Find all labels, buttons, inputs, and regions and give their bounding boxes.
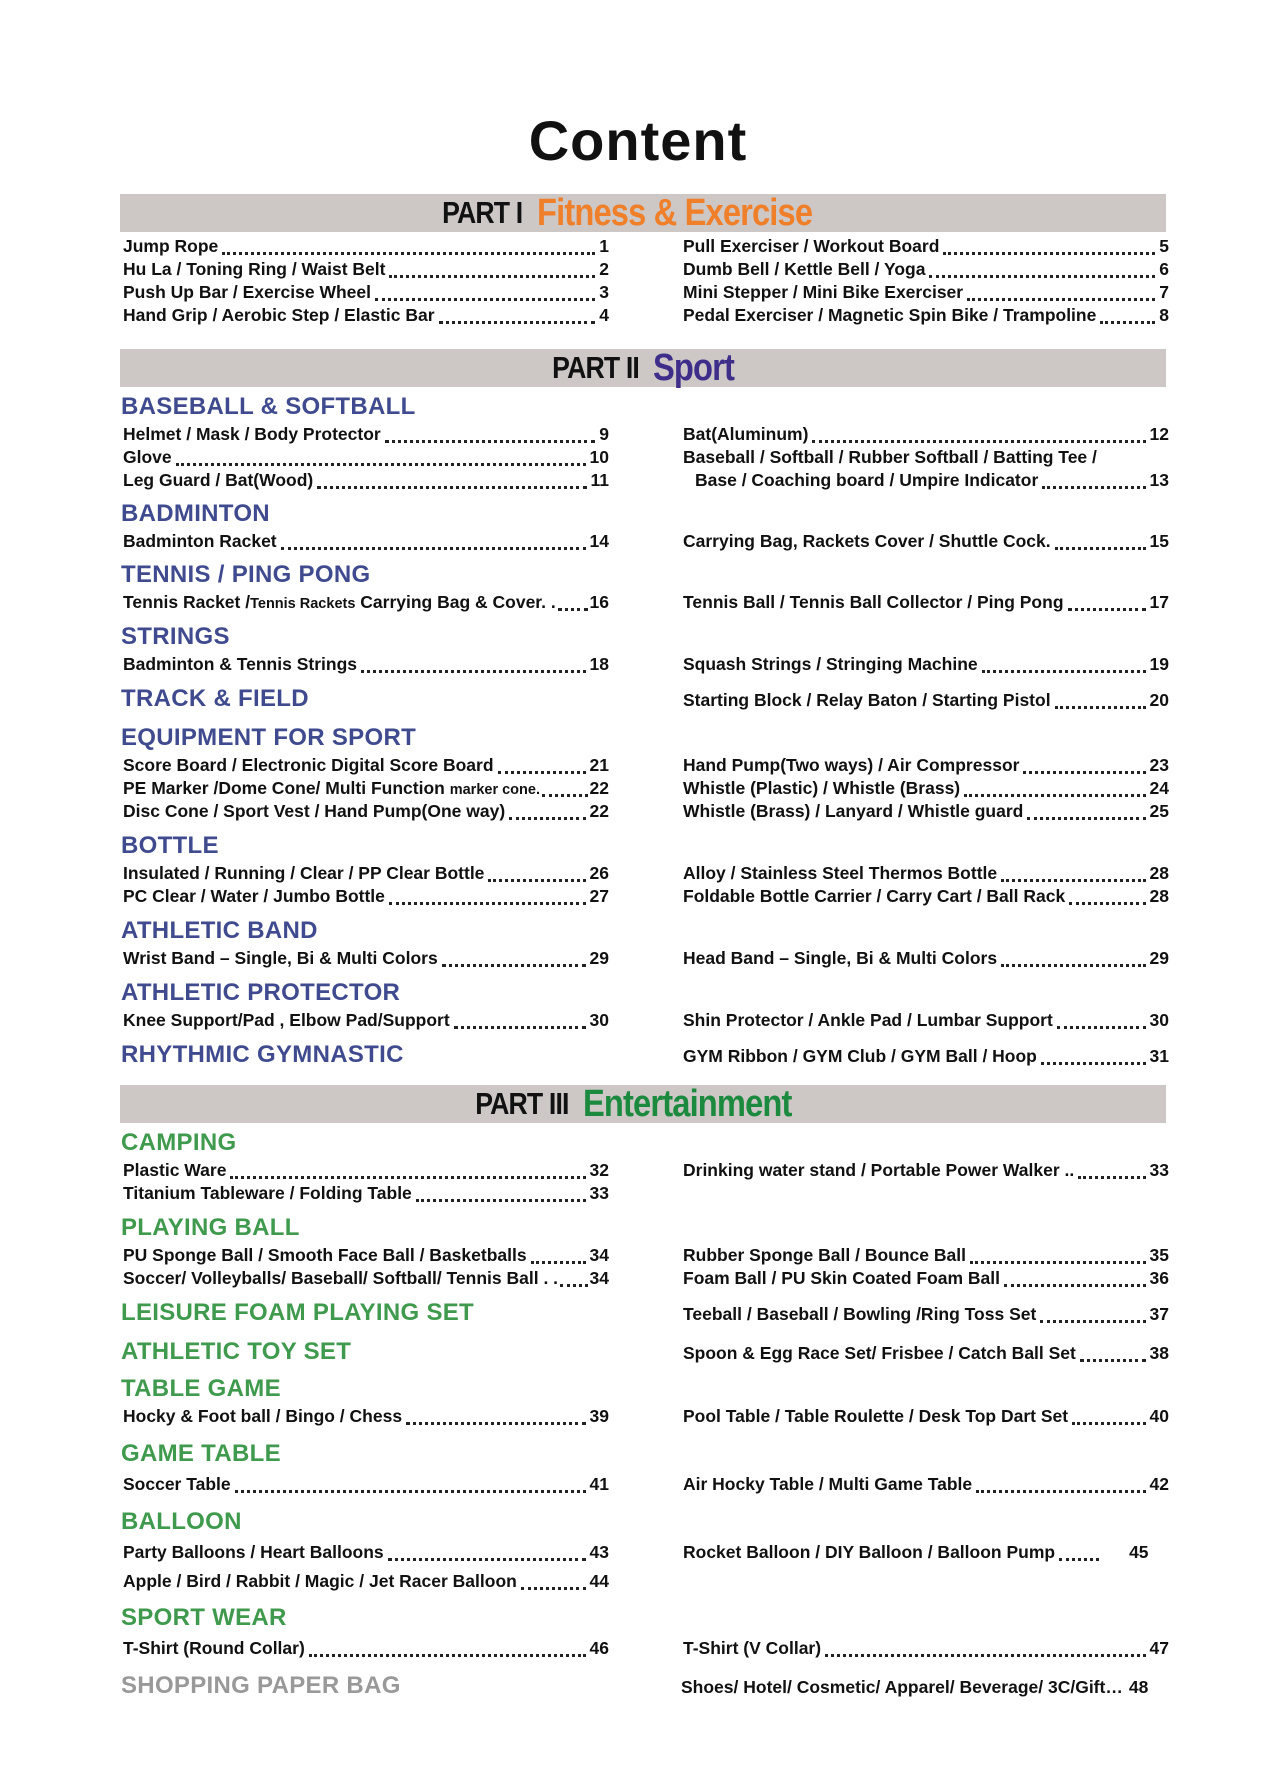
toc-entry[interactable]: Carrying Bag, Rackets Cover / Shuttle Cock. 15	[683, 531, 1169, 551]
category-heading[interactable]: EQUIPMENT FOR SPORT	[121, 724, 417, 751]
toc-entry[interactable]: Party Balloons / Heart Balloons 43	[123, 1542, 609, 1562]
toc-entry[interactable]: PC Clear / Water / Jumbo Bottle 27	[123, 886, 609, 906]
category-heading[interactable]: CAMPING	[121, 1129, 237, 1156]
toc-entry[interactable]: Pool Table / Table Roulette / Desk Top Dart Set 40	[683, 1406, 1169, 1426]
category-heading[interactable]: ATHLETIC TOY SET	[121, 1338, 352, 1365]
toc-entry[interactable]: Rocket Balloon / DIY Balloon / Balloon Pump 45	[683, 1542, 1149, 1562]
toc-entry[interactable]: Leg Guard / Bat(Wood) 11	[123, 470, 609, 490]
category-heading[interactable]: LEISURE FOAM PLAYING SET	[121, 1299, 475, 1326]
toc-entry[interactable]: Foam Ball / PU Skin Coated Foam Ball 36	[683, 1268, 1169, 1288]
toc-entry[interactable]: Base / Coaching board / Umpire Indicator 13	[695, 470, 1169, 490]
toc-entry[interactable]: Air Hocky Table / Multi Game Table 42	[683, 1474, 1169, 1494]
toc-entry[interactable]: Pedal Exerciser / Magnetic Spin Bike / Trampoline 8	[683, 305, 1169, 325]
toc-entry[interactable]: Spoon & Egg Race Set/ Frisbee / Catch Ball Set 38	[683, 1343, 1169, 1363]
toc-entry[interactable]: Shin Protector / Ankle Pad / Lumbar Support 30	[683, 1010, 1169, 1030]
toc-entry[interactable]: Whistle (Plastic) / Whistle (Brass) 24	[683, 778, 1169, 798]
toc-entry[interactable]: Helmet / Mask / Body Protector 9	[123, 424, 609, 444]
category-heading[interactable]: SHOPPING PAPER BAG	[121, 1672, 401, 1699]
toc-entry[interactable]: Starting Block / Relay Baton / Starting Pistol 20	[683, 690, 1169, 710]
toc-entry[interactable]: Tennis Racket /Tennis Rackets Carrying Bag & Cover. . 16	[123, 592, 609, 612]
toc-entry[interactable]: Wrist Band – Single, Bi & Multi Colors 29	[123, 948, 609, 968]
category-heading[interactable]: BADMINTON	[121, 500, 270, 527]
toc-entry[interactable]: Titanium Tableware / Folding Table 33	[123, 1183, 609, 1203]
toc-entry[interactable]: Disc Cone / Sport Vest / Hand Pump(One way) 22	[123, 801, 609, 821]
toc-entry[interactable]: Jump Rope 1	[123, 236, 609, 256]
category-heading[interactable]: BASEBALL & SOFTBALL	[121, 393, 416, 420]
toc-entry[interactable]: Teeball / Baseball / Bowling /Ring Toss Set 37	[683, 1304, 1169, 1324]
category-heading[interactable]: RHYTHMIC GYMNASTIC	[121, 1041, 404, 1068]
part-2-header	[120, 346, 1166, 389]
category-heading[interactable]: ATHLETIC BAND	[121, 917, 318, 944]
toc-entry[interactable]: Mini Stepper / Mini Bike Exerciser 7	[683, 282, 1169, 302]
part-name: Sport	[653, 346, 735, 389]
part-number: PART II	[552, 350, 640, 385]
toc-entry[interactable]: Glove 10	[123, 447, 609, 467]
toc-entry[interactable]: Dumb Bell / Kettle Bell / Yoga 6	[683, 259, 1169, 279]
toc-entry[interactable]: Drinking water stand / Portable Power Walker .. 33	[683, 1160, 1169, 1180]
toc-entry[interactable]: Head Band – Single, Bi & Multi Colors 29	[683, 948, 1169, 968]
toc-entry[interactable]: T-Shirt (Round Collar) 46	[123, 1638, 609, 1658]
part-name: Entertainment	[583, 1082, 792, 1125]
category-heading[interactable]: BOTTLE	[121, 832, 219, 859]
toc-entry[interactable]: Badminton & Tennis Strings 18	[123, 654, 609, 674]
toc-entry[interactable]: Alloy / Stainless Steel Thermos Bottle 28	[683, 863, 1169, 883]
toc-entry[interactable]: Apple / Bird / Rabbit / Magic / Jet Racer Balloon 44	[123, 1571, 609, 1591]
category-heading[interactable]: STRINGS	[121, 623, 230, 650]
toc-entry[interactable]: Insulated / Running / Clear / PP Clear Bottle 26	[123, 863, 609, 883]
toc-entry[interactable]: Hu La / Toning Ring / Waist Belt 2	[123, 259, 609, 279]
part-3-header	[120, 1082, 1166, 1125]
category-heading[interactable]: PLAYING BALL	[121, 1214, 300, 1241]
part-1-header	[120, 191, 1166, 234]
toc-entry[interactable]: Plastic Ware 32	[123, 1160, 609, 1180]
toc-entry-line[interactable]: Baseball / Softball / Rubber Softball / Batting Tee /	[683, 447, 1097, 467]
category-heading[interactable]: TENNIS / PING PONG	[121, 561, 371, 588]
toc-entry[interactable]: Tennis Ball / Tennis Ball Collector / Ping Pong 17	[683, 592, 1169, 612]
toc-entry[interactable]: Soccer/ Volleyballs/ Baseball/ Softball/ Tennis Ball . . 34	[123, 1268, 609, 1288]
toc-entry[interactable]: Shoes/ Hotel/ Cosmetic/ Apparel/ Beverage/ 3C/Gift… 48	[681, 1677, 1149, 1697]
toc-entry[interactable]: Badminton Racket 14	[123, 531, 609, 551]
page-title: Content	[528, 109, 748, 172]
toc-entry[interactable]: Foldable Bottle Carrier / Carry Cart / Ball Rack 28	[683, 886, 1169, 906]
toc-entry[interactable]: PU Sponge Ball / Smooth Face Ball / Basketballs 34	[123, 1245, 609, 1265]
toc-entry[interactable]: Score Board / Electronic Digital Score Board 21	[123, 755, 609, 775]
toc-entry[interactable]: Bat(Aluminum) 12	[683, 424, 1169, 444]
toc-entry[interactable]: Push Up Bar / Exercise Wheel 3	[123, 282, 609, 302]
toc-entry[interactable]: T-Shirt (V Collar) 47	[683, 1638, 1169, 1658]
category-heading[interactable]: GAME TABLE	[121, 1440, 281, 1467]
part-name: Fitness & Exercise	[536, 191, 812, 234]
category-heading[interactable]: SPORT WEAR	[121, 1604, 287, 1631]
toc-entry[interactable]: Knee Support/Pad , Elbow Pad/Support 30	[123, 1010, 609, 1030]
category-heading[interactable]: BALLOON	[121, 1508, 242, 1535]
toc-entry[interactable]: Soccer Table 41	[123, 1474, 609, 1494]
part-number: PART III	[475, 1086, 570, 1121]
toc-entry[interactable]: Pull Exerciser / Workout Board 5	[683, 236, 1169, 256]
toc-entry[interactable]: Hand Pump(Two ways) / Air Compressor 23	[683, 755, 1169, 775]
toc-entry[interactable]: Rubber Sponge Ball / Bounce Ball 35	[683, 1245, 1169, 1265]
part-number: PART I	[442, 195, 523, 230]
category-heading[interactable]: ATHLETIC PROTECTOR	[121, 979, 401, 1006]
toc-entry[interactable]: Hocky & Foot ball / Bingo / Chess 39	[123, 1406, 609, 1426]
category-heading[interactable]: TRACK & FIELD	[121, 685, 309, 712]
toc-entry[interactable]: PE Marker /Dome Cone/ Multi Function marker cone. 22	[123, 778, 609, 798]
category-heading[interactable]: TABLE GAME	[121, 1375, 281, 1402]
toc-entry[interactable]: Whistle (Brass) / Lanyard / Whistle guard 25	[683, 801, 1169, 821]
toc-entry[interactable]: GYM Ribbon / GYM Club / GYM Ball / Hoop 31	[683, 1046, 1169, 1066]
toc-entry[interactable]: Squash Strings / Stringing Machine 19	[683, 654, 1169, 674]
toc-entry[interactable]: Hand Grip / Aerobic Step / Elastic Bar 4	[123, 305, 609, 325]
